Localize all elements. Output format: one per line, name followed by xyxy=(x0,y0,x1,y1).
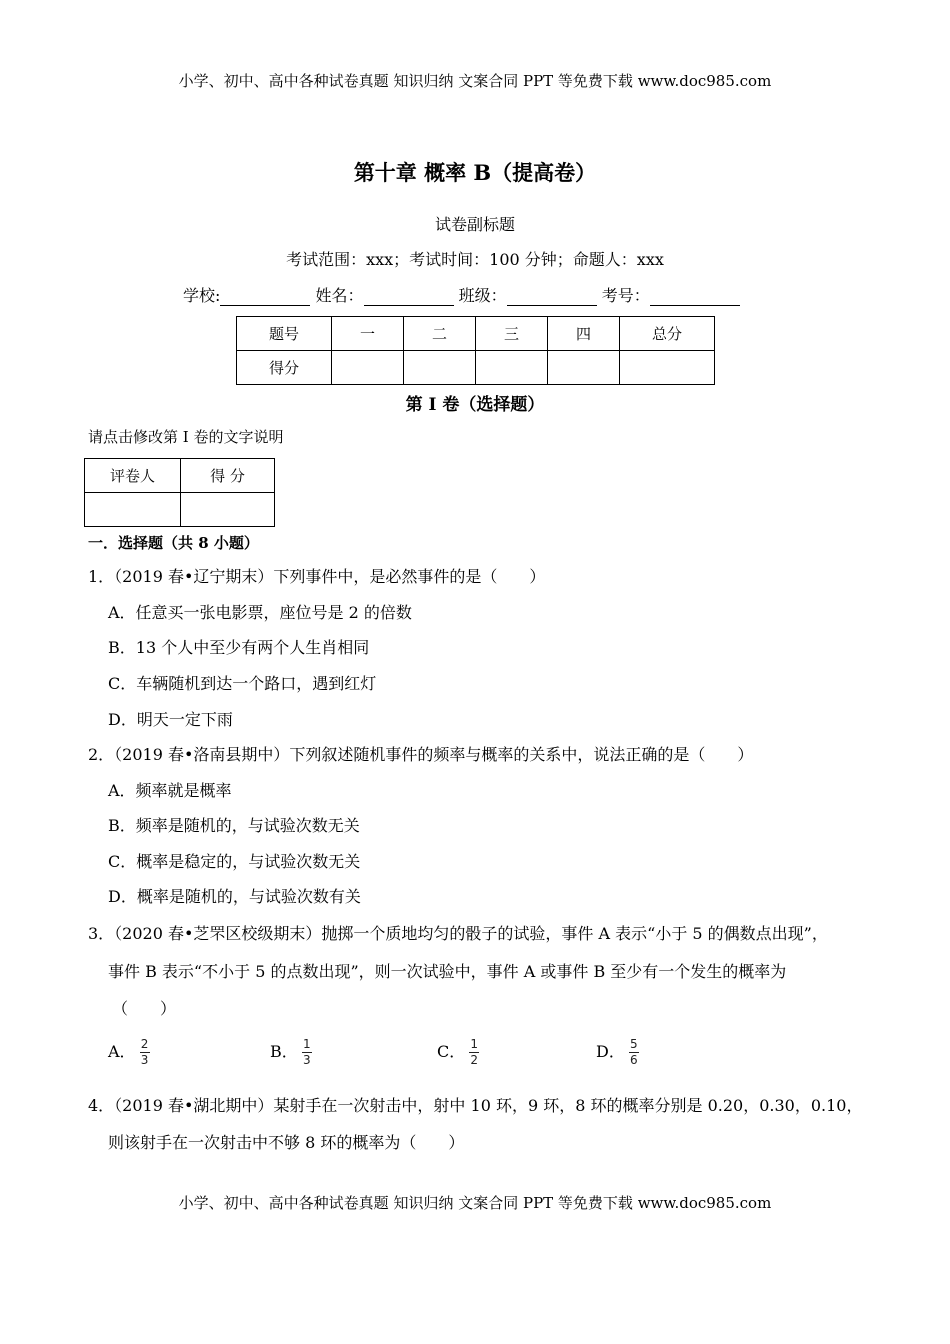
grader-cell[interactable] xyxy=(85,493,181,527)
school-label: 学校: xyxy=(183,286,221,305)
student-fields xyxy=(183,283,740,306)
question-3-line2: 事件 B 表示“不小于 5 的点数出现”，则一次试验中，事件 A 或事件 B 至少有一个发生的概率为 xyxy=(108,962,787,981)
q3-option-d-label: D． xyxy=(596,1042,625,1061)
section-note: 请点击修改第 I 卷的文字说明 xyxy=(88,428,284,446)
school-blank[interactable] xyxy=(220,291,310,306)
score-table-header-row xyxy=(237,317,715,351)
class-blank[interactable] xyxy=(507,291,597,306)
question-4-line1: 4．（2019 春•湖北期中）某射手在一次射击中，射中 10 环，9 环，8 环的概率分别是 0.20，0.30，0.10， xyxy=(88,1096,863,1115)
score-row-label: 得分 xyxy=(237,351,332,385)
grader-header-cell: 评卷人 xyxy=(85,459,181,493)
q1-option-d: D．明天一定下雨 xyxy=(108,710,233,729)
fraction-denominator: 6 xyxy=(630,1053,638,1067)
number-blank[interactable] xyxy=(650,291,740,306)
score-header-cell: 二 xyxy=(404,317,476,351)
score-header-cell: 一 xyxy=(332,317,404,351)
class-label: 班级： xyxy=(458,286,507,305)
fraction-numerator: 2 xyxy=(140,1037,149,1051)
q3-option-a xyxy=(108,1038,150,1067)
fraction xyxy=(302,1038,312,1067)
q3-option-c-label: C． xyxy=(437,1042,466,1061)
q3-option-b-label: B． xyxy=(270,1042,298,1061)
fraction-numerator: 1 xyxy=(470,1037,479,1051)
q2-option-c: C．概率是稳定的，与试验次数无关 xyxy=(108,852,361,871)
section-title: 第 I 卷（选择题） xyxy=(405,395,545,415)
name-label: 姓名： xyxy=(315,286,364,305)
score-cell[interactable] xyxy=(332,351,404,385)
name-blank[interactable] xyxy=(364,291,454,306)
q1-option-a: A．任意买一张电影票，座位号是 2 的倍数 xyxy=(108,603,412,622)
q2-option-a: A．频率就是概率 xyxy=(108,781,232,800)
q2-option-b: B．频率是随机的，与试验次数无关 xyxy=(108,816,360,835)
q3-option-c xyxy=(437,1038,479,1067)
score-cell[interactable] xyxy=(548,351,620,385)
number-label: 考号： xyxy=(601,286,650,305)
fraction xyxy=(140,1038,150,1067)
page-header: 小学、初中、高中各种试卷真题 知识归纳 文案合同 PPT 等免费下载 www.doc985.com xyxy=(178,72,772,90)
fraction-numerator: 5 xyxy=(630,1037,638,1051)
grader-table-header-row xyxy=(85,459,275,493)
part-title: 一．选择题（共 8 小题） xyxy=(88,534,259,552)
page-title: 第十章 概率 B（提高卷） xyxy=(353,160,597,185)
score-table xyxy=(236,316,715,385)
grader-cell[interactable] xyxy=(181,493,275,527)
fraction-denominator: 3 xyxy=(302,1053,311,1067)
question-2: 2．（2019 春•洛南县期中）下列叙述随机事件的频率与概率的关系中，说法正确的是（ ） xyxy=(88,745,754,764)
fraction-denominator: 2 xyxy=(470,1053,479,1067)
page-footer: 小学、初中、高中各种试卷真题 知识归纳 文案合同 PPT 等免费下载 www.doc985.com xyxy=(178,1194,772,1212)
score-header-cell: 四 xyxy=(548,317,620,351)
question-4-line2: 则该射手在一次射击中不够 8 环的概率为（ ） xyxy=(108,1133,465,1152)
score-cell[interactable] xyxy=(620,351,715,385)
fraction xyxy=(629,1038,639,1067)
fraction-numerator: 1 xyxy=(302,1037,311,1051)
fraction xyxy=(469,1038,479,1067)
question-3-line1: 3．（2020 春•芝罘区校级期末）抛掷一个质地均匀的骰子的试验，事件 A 表示“小于 5 的偶数点出现”， xyxy=(88,924,828,943)
score-header-cell: 总分 xyxy=(620,317,715,351)
grader-table xyxy=(84,458,275,527)
grader-table-row xyxy=(85,493,275,527)
score-cell[interactable] xyxy=(404,351,476,385)
score-header-cell: 三 xyxy=(476,317,548,351)
q1-option-c: C．车辆随机到达一个路口，遇到红灯 xyxy=(108,674,377,693)
question-1: 1．（2019 春•辽宁期末）下列事件中，是必然事件的是（ ） xyxy=(88,567,546,586)
fraction-denominator: 3 xyxy=(140,1053,149,1067)
question-3-line3: （ ） xyxy=(112,999,177,1018)
grader-header-cell: 得 分 xyxy=(181,459,275,493)
score-header-cell: 题号 xyxy=(237,317,332,351)
q3-option-a-label: A． xyxy=(108,1042,136,1061)
q1-option-b: B．13 个人中至少有两个人生肖相同 xyxy=(108,638,370,657)
score-cell[interactable] xyxy=(476,351,548,385)
page-subtitle: 试卷副标题 xyxy=(434,215,515,234)
q2-option-d: D．概率是随机的，与试验次数有关 xyxy=(108,887,361,906)
q3-option-d xyxy=(596,1038,639,1067)
score-table-row xyxy=(237,351,715,385)
exam-info: 考试范围：xxx；考试时间：100 分钟；命题人：xxx xyxy=(286,250,664,269)
q3-option-b xyxy=(270,1038,312,1067)
